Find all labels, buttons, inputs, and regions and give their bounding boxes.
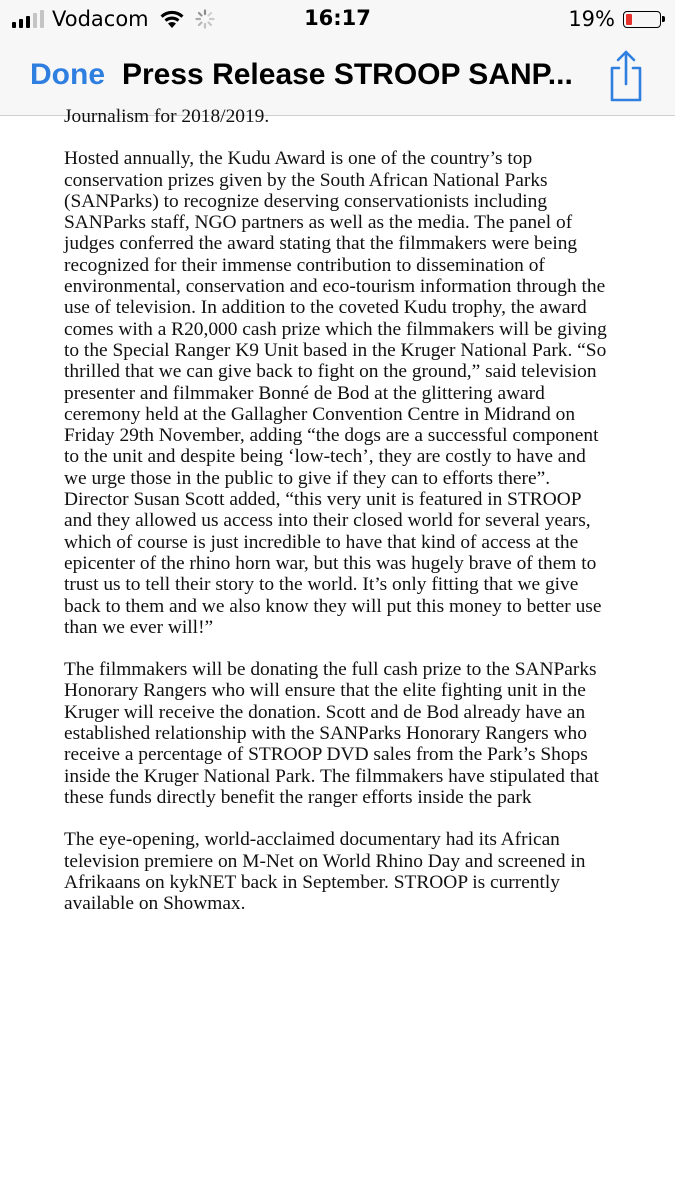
carrier-name: Vodacom bbox=[52, 7, 149, 31]
document-viewport[interactable] bbox=[0, 106, 675, 1200]
document-first-line: Journalism for 2018/2019. bbox=[64, 106, 270, 127]
status-bar bbox=[0, 0, 675, 38]
share-icon[interactable] bbox=[604, 48, 648, 104]
document-body bbox=[64, 106, 624, 935]
document-paragraph: Hosted annually, the Kudu Award is one of the country’s top conservation prizes given by the South African National Parks (SANParks) to recognize deserving conservationists including SANParks staff, NGO partners as well as the media. The panel of judges conferred the award stating that the filmmakers were being recognized for their immense contribution to dissemination of environmental, conservation and eco-tourism information through the use of television. In addition to the coveted Kudu trophy, the award comes with a R20,000 cash prize which the filmmakers will be giving to the Special Ranger K9 Unit based in the Kruger National Park. “So thrilled that we can give back to fight on the ground,” said television presenter and filmmaker Bonné de Bod at the glittering award ceremony held at the Gallagher Convention Centre in Midrand on Friday 29th November, adding “the dogs are a successful component to the unit and despite being ‘low-tech’, they are costly to have and we urge those in the public to give if they can to efforts there”. Director Susan Scott added, “this very unit is featured in STROOP and they allowed us access into their closed world for several years, which of course is just incredible to have that kind of access at the epicenter of the rhino horn war, but this was hugely brave of them to trust us to tell their story to the world. It’s only fitting that we give back to them and we also know they will put this money to better use than we ever will!” bbox=[64, 148, 607, 638]
battery-icon bbox=[623, 11, 661, 28]
battery-percent: 19% bbox=[568, 7, 615, 31]
document-paragraph: The eye-opening, world-acclaimed documentary had its African television premiere on M-Net on World Rhino Day and screened in Afrikaans on kykNET back in September. STROOP is currently available on Showmax. bbox=[64, 829, 586, 915]
status-time: 16:17 bbox=[304, 6, 371, 30]
done-button[interactable]: Done bbox=[30, 58, 105, 91]
navigation-bar bbox=[0, 38, 675, 116]
document-title: Press Release STROOP SANP... bbox=[122, 58, 573, 91]
document-paragraph: The filmmakers will be donating the full cash prize to the SANParks Honorary Rangers who will ensure that the elite fighting unit in the Kruger will receive the donation. Scott and de Bod already have an established relationship with the SANParks Honorary Rangers who receive a percentage of STROOP DVD sales from the Park’s Shops inside the Kruger National Park. The filmmakers have stipulated that these funds directly benefit the ranger efforts inside the park bbox=[64, 659, 599, 808]
status-right bbox=[568, 7, 661, 31]
battery-fill bbox=[626, 14, 632, 25]
